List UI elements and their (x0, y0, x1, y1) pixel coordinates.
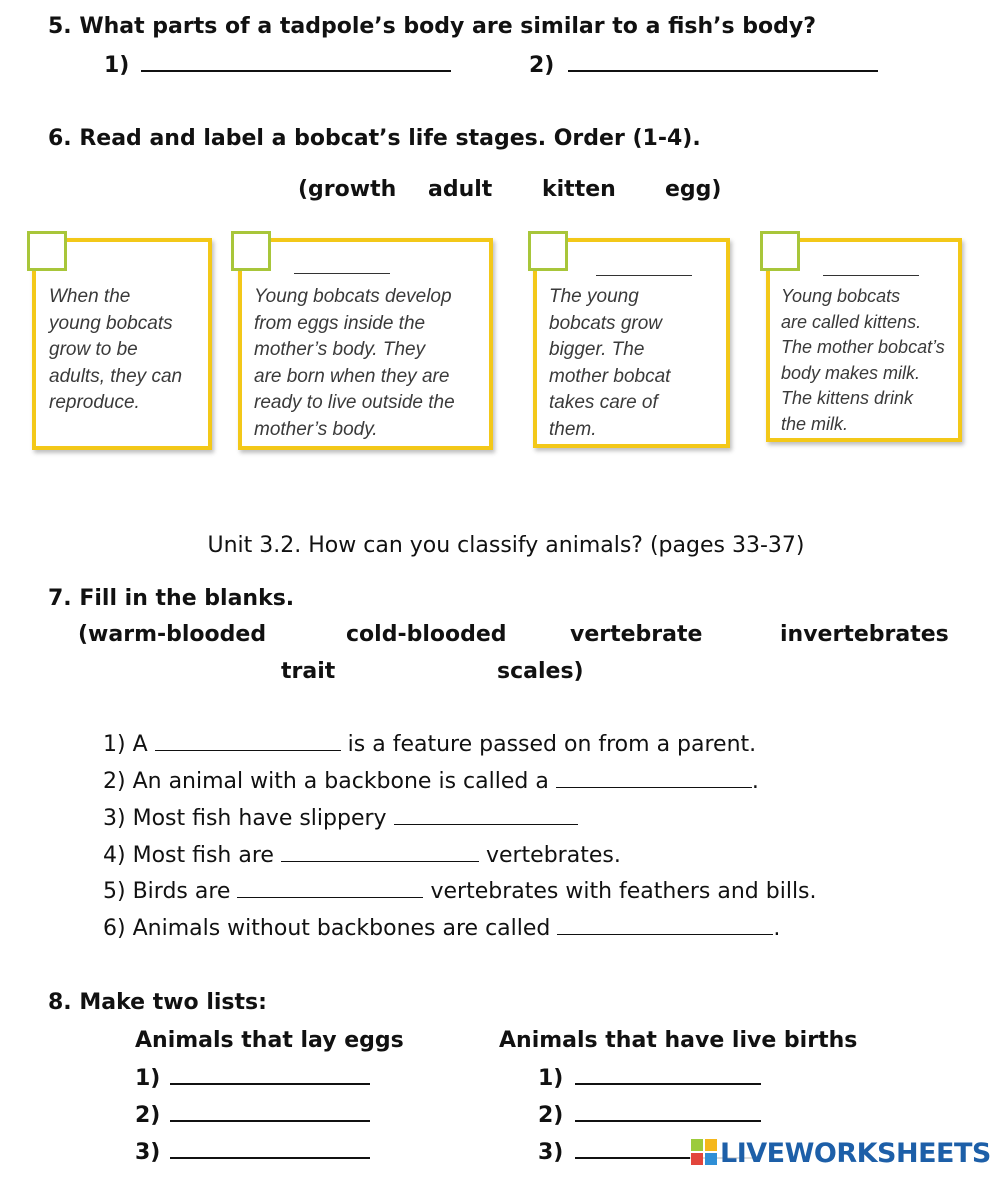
liveworksheets-logo (690, 1138, 991, 1169)
live-births-row-2 (538, 1102, 761, 1128)
q5-answer-2-field[interactable] (568, 52, 878, 72)
item-text-after: vertebrates. (485, 843, 621, 868)
item-text-after: . (773, 916, 781, 941)
list-heading-live-births: Animals that have live births (499, 1028, 858, 1053)
row-number: 2) (135, 1103, 161, 1128)
q5-answer-1 (104, 52, 451, 78)
item-number: 2) (103, 769, 126, 794)
card-label-line[interactable] (294, 273, 390, 274)
item-blank[interactable] (237, 880, 423, 898)
item-number: 4) (103, 843, 126, 868)
card-order-box[interactable] (528, 231, 568, 271)
q6-word-bank-open: (growth (298, 177, 397, 202)
lay-eggs-row-1 (135, 1065, 370, 1091)
item-blank[interactable] (556, 770, 752, 788)
q7-number: 7. (48, 586, 72, 611)
q7-item-2 (103, 769, 759, 794)
item-text-before: Birds are (132, 879, 231, 904)
q6-heading (48, 126, 701, 151)
q8-number: 8. (48, 990, 72, 1015)
lay-eggs-field-2[interactable] (170, 1102, 370, 1122)
row-number: 1) (538, 1066, 564, 1091)
row-number: 1) (135, 1066, 161, 1091)
card-text: When the young bobcats grow to be adults, they can reproduce. (49, 286, 183, 413)
brand-name: LIVEWORKSHEETS (720, 1138, 991, 1169)
card-text: Young bobcats are called kittens. The mother bobcat’s body makes milk. The kittens drink the milk. (781, 286, 945, 434)
q7-heading (48, 586, 294, 611)
item-text-before: Most fish have slippery (132, 806, 387, 831)
item-text-before: A (132, 732, 148, 757)
liveworksheets-logo-icon (690, 1138, 718, 1166)
q6-word-bank-word-1: adult (428, 177, 493, 202)
q8-text: Make two lists: (79, 990, 267, 1015)
item-number: 5) (103, 879, 126, 904)
q7-text: Fill in the blanks. (79, 586, 295, 611)
q5-heading (48, 14, 816, 39)
card-order-box[interactable] (760, 231, 800, 271)
item-text-before: Animals without backbones are called (132, 916, 551, 941)
item-text-before: Most fish are (132, 843, 274, 868)
q7-item-3 (103, 806, 578, 831)
q5-answer-2-label: 2) (529, 53, 555, 78)
live-births-row-1 (538, 1065, 761, 1091)
lay-eggs-field-1[interactable] (170, 1065, 370, 1085)
q8-heading (48, 990, 267, 1015)
q5-answer-2 (529, 52, 878, 78)
q7-item-1 (103, 732, 756, 757)
card-label-line[interactable] (823, 275, 919, 276)
unit-title: Unit 3.2. How can you classify animals? (pages 33-37) (207, 533, 805, 558)
card-label-line[interactable] (596, 275, 692, 276)
item-blank[interactable] (155, 733, 341, 751)
q6-number: 6. (48, 126, 72, 151)
q7-word-bank-word: (warm-blooded (78, 622, 267, 647)
q7-word-bank-word: invertebrates (780, 622, 949, 647)
q5-text: What parts of a tadpole’s body are similar to a fish’s body? (79, 14, 816, 39)
item-text-after: vertebrates with feathers and bills. (430, 879, 817, 904)
row-number: 2) (538, 1103, 564, 1128)
q7-item-6 (103, 916, 780, 941)
row-number: 3) (538, 1140, 564, 1165)
item-blank[interactable] (557, 917, 773, 935)
card-order-box[interactable] (27, 231, 67, 271)
live-births-field-1[interactable] (575, 1065, 761, 1085)
q7-word-bank-word: trait (281, 659, 336, 684)
q5-answer-1-label: 1) (104, 53, 130, 78)
q6-text: Read and label a bobcat’s life stages. Order (1-4). (79, 126, 701, 151)
list-heading-lay-eggs: Animals that lay eggs (135, 1028, 404, 1053)
q7-word-bank-word: cold-blooded (346, 622, 507, 647)
q7-word-bank-word: scales) (497, 659, 584, 684)
lay-eggs-field-3[interactable] (170, 1139, 370, 1159)
life-stage-card-egg (238, 238, 493, 450)
row-number: 3) (135, 1140, 161, 1165)
item-blank[interactable] (394, 807, 578, 825)
live-births-field-2[interactable] (575, 1102, 761, 1122)
q7-item-5 (103, 879, 817, 904)
item-number: 6) (103, 916, 126, 941)
q7-item-4 (103, 843, 621, 868)
item-text-after: is a feature passed on from a parent. (347, 732, 757, 757)
q5-answer-1-field[interactable] (141, 52, 451, 72)
card-text: The young bobcats grow bigger. The mother bobcat takes care of them. (549, 286, 671, 440)
item-text-after: . (751, 769, 759, 794)
card-text: Young bobcats develop from eggs inside the mother’s body. They are born when they are ready to live outside the mother’s body. (254, 286, 455, 440)
q6-word-bank-close: egg) (665, 177, 722, 202)
q6-word-bank-word-2: kitten (542, 177, 616, 202)
item-blank[interactable] (281, 844, 479, 862)
item-text-before: An animal with a backbone is called a (132, 769, 549, 794)
item-number: 1) (103, 732, 126, 757)
item-number: 3) (103, 806, 126, 831)
q7-word-bank-word: vertebrate (570, 622, 703, 647)
q5-number: 5. (48, 14, 72, 39)
card-order-box[interactable] (231, 231, 271, 271)
lay-eggs-row-2 (135, 1102, 370, 1128)
lay-eggs-row-3 (135, 1139, 370, 1165)
